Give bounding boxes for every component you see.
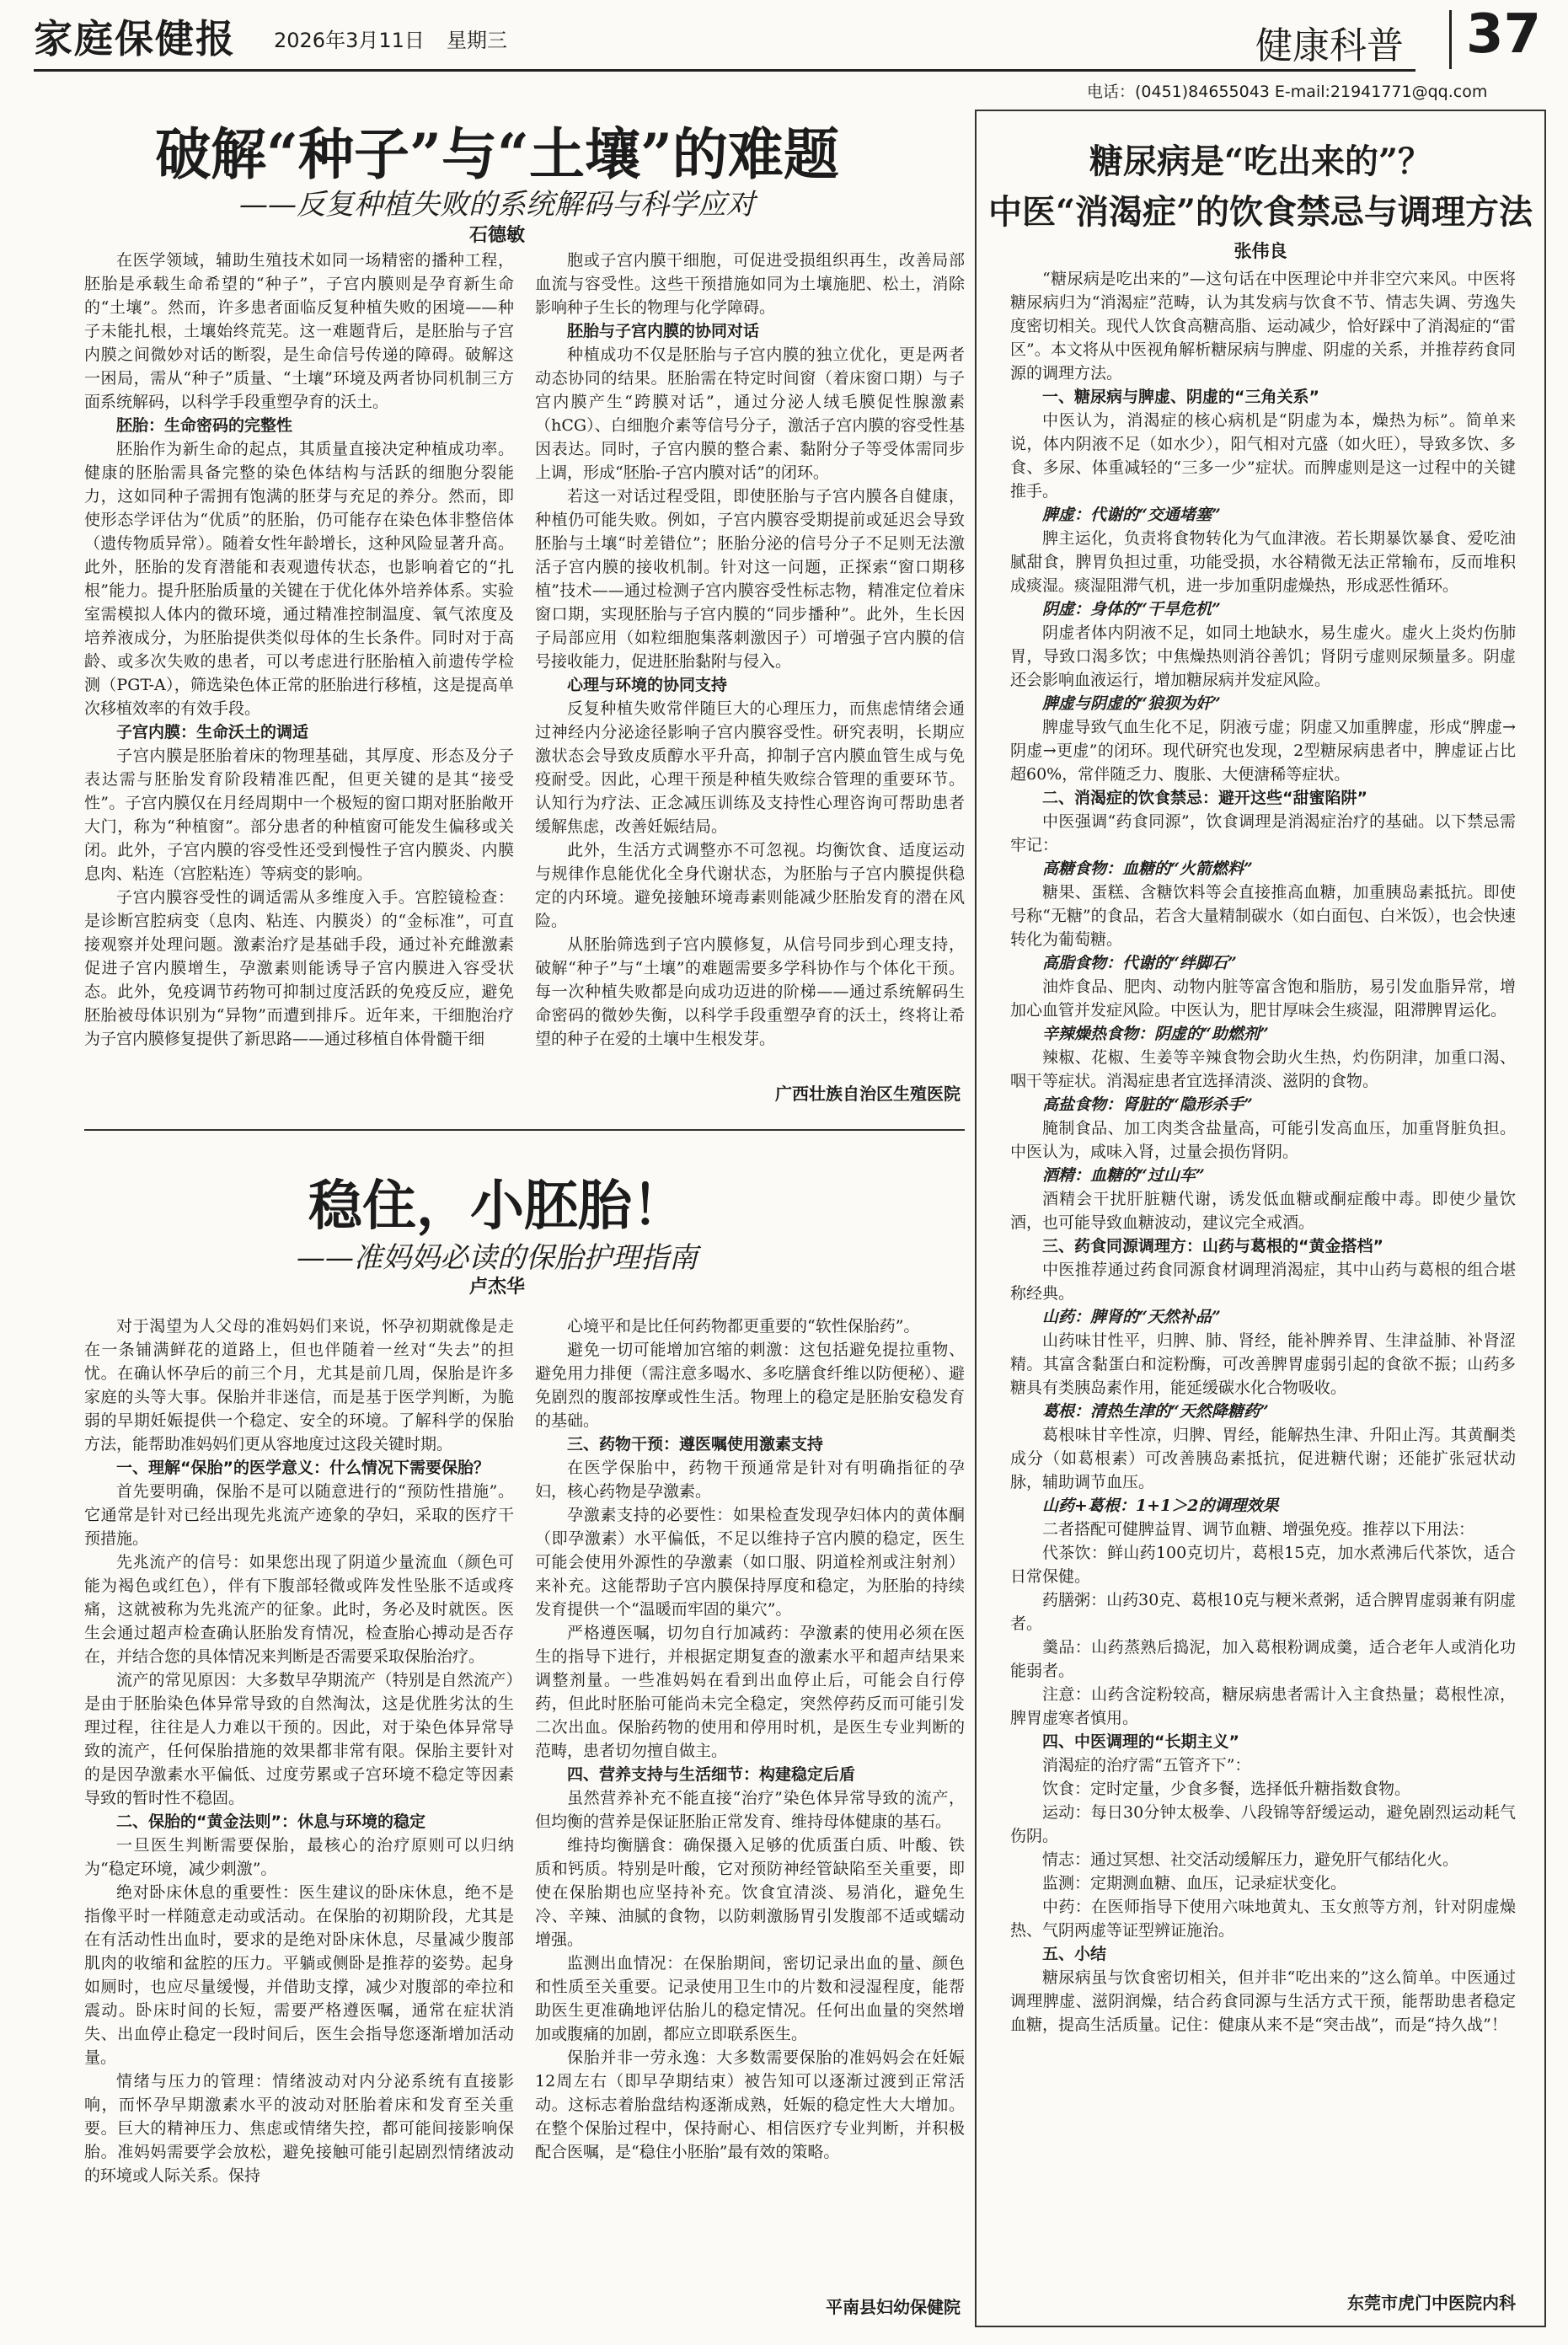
body-paragraph: 从胚胎筛选到子宫内膜修复，从信号同步到心理支持，破解“种子”与“土壤”的难题需要多学科协作与个体化干预。每一次种植失败都是向成功迈进的阶梯——通过系统解码生命密码的微妙失衡，以科学手段重塑孕育的沃土，终将让希望的种子在爱的土壤中生根发芽。	[535, 935, 965, 1048]
body-paragraph: 在医学保胎中，药物干预通常是针对有明确指征的孕妇，核心药物是孕激素。	[535, 1459, 965, 1501]
article3-box	[975, 110, 1546, 2327]
body-paragraph: 酒精会干扰肝脏糖代谢，诱发低血糖或酮症酸中毒。即使少量饮酒，也可能导致血糖波动，建议完全戒酒。	[1010, 1190, 1516, 1232]
body-paragraph: 饮食：定时定量，少食多餐，选择低升糖指数食物。	[1042, 1780, 1411, 1798]
body-paragraph: 二者搭配可健脾益胃、调节血糖、增强免疫。推荐以下用法：	[1042, 1520, 1475, 1539]
body-paragraph: 羹品：山药蒸熟后捣泥，加入葛根粉调成羹，适合老年人或消化功能弱者。	[1010, 1638, 1516, 1680]
issue-weekday: 星期三	[447, 29, 507, 52]
article1-subtitle: ——反复种植失败的系统解码与科学应对	[239, 188, 755, 222]
sub-heading: 阴虚：身体的“干旱危机”	[1042, 600, 1221, 618]
body-paragraph: 中药：在医师指导下使用六味地黄丸、玉女煎等方剂，针对阴虚燥热、气阴两虚等证型辨证施治。	[1010, 1898, 1516, 1940]
article3-body	[1010, 267, 1516, 2277]
sub-heading: 脾虚：代谢的“交通堵塞”	[1042, 506, 1221, 524]
section-heading: 心理与环境的协同支持	[567, 676, 728, 694]
body-paragraph: 一旦医生判断需要保胎，最核心的治疗原则可以归纳为“稳定环境，减少刺激”。	[84, 1836, 514, 1878]
masthead	[0, 0, 1568, 74]
contact-info: 电话：(0451)84655043 E-mail:21941771@qq.com	[1087, 83, 1488, 101]
article2-title: 稳住，小胚胎！	[308, 1175, 686, 1238]
sub-heading: 酒精：血糖的“过山车”	[1042, 1166, 1205, 1185]
section-heading: 子宫内膜：生命沃土的调适	[116, 723, 309, 742]
masthead-divider	[1449, 10, 1452, 69]
section-heading: 一、糖尿病与脾虚、阴虚的“三角关系”	[1042, 388, 1319, 406]
section-heading: 一、理解“保胎”的医学意义：什么情况下需要保胎？	[116, 1459, 490, 1477]
article2-author: 卢杰华	[468, 1277, 525, 1298]
body-paragraph: 子宫内膜容受性的调适需从多维度入手。宫腔镜检查：是诊断宫腔病变（息肉、粘连、内膜炎）的“金标准”，可直接观察并处理问题。激素治疗是基础手段，通过补充雌激素促进子宫内膜增生，孕激素则能诱导子宫内膜进入容受状态。此外，免疫调节药物可抑制过度活跃的免疫反应，避免胚胎被母体识别为“异物”而遭到排斥。近年来，干细胞治疗为子宫内膜修复提供了新思路——通过移植自体骨髓干细	[84, 888, 514, 1048]
body-paragraph: 对于渴望为人父母的准妈妈们来说，怀孕初期就像是走在一条铺满鲜花的道路上，但也伴随着一丝对“失去”的担忧。在确认怀孕后的前三个月，尤其是前几周，保胎是许多家庭的头等大事。保胎并非迷信，而是基于医学判断，为脆弱的早期妊娠提供一个稳定、安全的环境。了解科学的保胎方法，能帮助准妈妈们更从容地度过这段关键时期。	[84, 1317, 514, 1454]
body-paragraph: 先兆流产的信号：如果您出现了阴道少量流血（颜色可能为褐色或红色），伴有下腹部轻微或阵发性坠胀不适或疼痛，这就被称为先兆流产的征象。此时，务必及时就医。医生会通过超声检查确认胚胎发育情况，检查胎心搏动是否存在，并结合您的具体情况来判断是否需要采取保胎治疗。	[84, 1553, 514, 1666]
sub-heading: 高脂食物：代谢的“绊脚石”	[1042, 954, 1237, 972]
article3-title-line1: 糖尿病是“吃出来的”？	[1089, 142, 1432, 181]
body-paragraph: 中医强调“药食同源”，饮食调理是消渴症治疗的基础。以下禁忌需牢记：	[1010, 812, 1516, 854]
body-paragraph: 糖尿病虽与饮食密切相关，但并非“吃出来的”这么简单。中医通过调理脾虚、滋阴润燥，结合药食同源与生活方式干预，能帮助患者稳定血糖，提高生活质量。记住：健康从来不是“突击战”，而是“持久战”！	[1010, 1968, 1516, 2034]
body-paragraph: 保胎并非一劳永逸：大多数需要保胎的准妈妈会在妊娠12周左右（即早孕期结束）被告知可以逐渐过渡到正常活动。这标志着胎盘结构逐渐成熟，妊娠的稳定性大大增加。在整个保胎过程中，保持耐心、相信医疗专业判断，并积极配合医嘱，是“稳住小胚胎”最有效的策略。	[535, 2048, 965, 2161]
article1-column-1	[84, 249, 514, 1154]
section-heading: 二、消渴症的饮食禁忌：避开这些“甜蜜陷阱”	[1042, 789, 1367, 807]
body-paragraph: 绝对卧床休息的重要性：医生建议的卧床休息，绝不是指像平时一样随意走动或活动。在保胎的初期阶段，尤其是在有活动性出血时，要求的是绝对卧床休息，尽量减少腹部肌肉的收缩和盆腔的压力。平躺或侧卧是推荐的姿势。起身如厕时，也应尽量缓慢，并借助支撑，减少对腹部的牵拉和震动。卧床时间的长短，需要严格遵医嘱，通常在症状消失、出血停止稳定一段时间后，医生会指导您逐渐增加活动量。	[84, 1883, 514, 2067]
body-paragraph: 山药味甘性平，归脾、肺、肾经，能补脾养胃、生津益肺、补肾涩精。其富含黏蛋白和淀粉酶，可改善脾胃虚弱引起的食欲不振；山药多糖具有类胰岛素作用，能延缓碳水化合物吸收。	[1010, 1331, 1516, 1397]
body-paragraph: 维持均衡膳食：确保摄入足够的优质蛋白质、叶酸、铁质和钙质。特别是叶酸，它对预防神经管缺陷至关重要，即使在保胎期也应坚持补充。饮食宜清淡、易消化，避免生冷、辛辣、油腻的食物，以防刺激肠胃引发腹部不适或蠕动增强。	[535, 1836, 965, 1949]
body-paragraph: 药膳粥：山药30克、葛根10克与粳米煮粥，适合脾胃虚弱兼有阴虚者。	[1010, 1591, 1516, 1633]
body-paragraph: 虽然营养补充不能直接“治疗”染色体异常导致的流产，但均衡的营养是保证胚胎正常发育、维持母体健康的基石。	[535, 1789, 965, 1831]
body-paragraph: 若这一对话过程受阻，即使胚胎与子宫内膜各自健康，种植仍可能失败。例如，子宫内膜容受期提前或延迟会导致胚胎与土壤“时差错位”；胚胎分泌的信号分子不足则无法激活子宫内膜的接收机制。针对这一问题，正探索“窗口期移植”技术——通过检测子宫内膜容受性标志物，精准定位着床窗口期，实现胚胎与子宫内膜的“同步播种”。此外，生长因子局部应用（如粒细胞集落刺激因子）可增强子宫内膜的信号接收能力，促进胚胎黏附与侵入。	[535, 487, 965, 671]
body-paragraph: 中医推荐通过药食同源食材调理消渴症，其中山药与葛根的组合堪称经典。	[1010, 1261, 1516, 1303]
body-paragraph: 此外，生活方式调整亦不可忽视。均衡饮食、适度运动与规律作息能优化全身代谢状态，为胚胎与子宫内膜提供稳定的内环境。避免接触环境毒素则能减少胚胎发育的潜在风险。	[535, 841, 965, 930]
body-paragraph: 情志：通过冥想、社交活动缓解压力，避免肝气郁结化火。	[1042, 1850, 1459, 1869]
body-paragraph: 运动：每日30分钟太极拳、八段锦等舒缓运动，避免剧烈运动耗气伤阴。	[1010, 1803, 1516, 1845]
body-paragraph: 在医学领域，辅助生殖技术如同一场精密的播种工程，胚胎是承载生命希望的“种子”，子宫内膜则是孕育新生命的“土壤”。然而，许多患者面临反复种植失败的困境——种子未能扎根，土壤始终荒芜。这一难题背后，是胚胎与子宫内膜之间微妙对话的断裂，是生命信号传递的障碍。破解这一困局，需从“种子”质量、“土壤”环境及两者协同机制三方面系统解码，以科学手段重塑孕育的沃土。	[84, 251, 514, 411]
body-paragraph: 阴虚者体内阴液不足，如同土地缺水，易生虚火。虚火上炎灼伤肺胃，导致口渴多饮；中焦燥热则消谷善饥；肾阴亏虚则尿频量多。阴虚还会影响血液运行，增加糖尿病并发症风险。	[1010, 624, 1516, 689]
body-paragraph: 中医认为，消渴症的核心病机是“阴虚为本，燥热为标”。简单来说，体内阴液不足（如水少），阳气相对亢盛（如火旺），导致多饮、多食、多尿、体重减轻的“三多一少”症状。而脾虚则是这一过程中的关键推手。	[1010, 411, 1516, 501]
article1-title: 破解“种子”与“土壤”的难题	[155, 121, 839, 187]
body-paragraph: 首先要明确，保胎不是可以随意进行的“预防性措施”。它通常是针对已经出现先兆流产迹象的孕妇，采取的医疗干预措施。	[84, 1482, 514, 1548]
body-paragraph: 脾虚导致气血生化不足，阴液亏虚；阴虚又加重脾虚，形成“脾虚→阴虚→更虚”的闭环。现代研究也发现，2型糖尿病患者中，脾虚证占比超60%，常伴随乏力、腹胀、大便溏稀等症状。	[1010, 718, 1516, 784]
section-title: 健康科普	[1255, 24, 1404, 67]
article2-subtitle: ——准妈妈必读的保胎护理指南	[297, 1241, 698, 1275]
article2-column-2	[535, 1314, 965, 2283]
article3-affiliation: 东莞市虎门中医院内科	[1347, 2293, 1516, 2313]
body-paragraph: 心境平和是比任何药物都更重要的“软性保胎药”。	[567, 1317, 920, 1336]
section-heading: 五、小结	[1042, 1945, 1107, 1963]
body-paragraph: “糖尿病是吃出来的”—这句话在中医理论中并非空穴来风。中医将糖尿病归为“消渴症”范畴，认为其发病与饮食不节、情志失调、劳逸失度密切相关。现代人饮食高糖高脂、运动减少，恰好踩中了消渴症的“雷区”。本文将从中医视角解析糖尿病与脾虚、阴虚的关系，并推荐药食同源的调理方法。	[1010, 270, 1516, 383]
section-heading: 三、药物干预：遵医嘱使用激素支持	[567, 1435, 824, 1454]
body-paragraph: 监测：定期测血糖、血压，记录症状变化。	[1042, 1874, 1347, 1893]
body-paragraph: 注意：山药含淀粉较高，糖尿病患者需计入主食热量；葛根性凉，脾胃虚寒者慎用。	[1010, 1685, 1516, 1727]
article-separator	[84, 1129, 965, 1131]
article1-column-2	[535, 249, 965, 1070]
body-paragraph: 油炸食品、肥肉、动物内脏等富含饱和脂肪，易引发血脂异常，增加心血管并发症风险。中医认为，肥甘厚味会生痰湿，阻滞脾胃运化。	[1010, 977, 1516, 1020]
body-paragraph: 子宫内膜是胚胎着床的物理基础，其厚度、形态及分子表达需与胚胎发育阶段精准匹配，但更关键的是其“接受性”。子宫内膜仅在月经周期中一个极短的窗口期对胚胎敞开大门，称为“种植窗”。部分患者的种植窗可能发生偏移或关闭。此外，子宫内膜的容受性还受到慢性子宫内膜炎、内膜息肉、粘连（宫腔粘连）等病变的影响。	[84, 747, 514, 883]
body-paragraph: 避免一切可能增加宫缩的刺激：这包括避免提拉重物、避免用力排便（需注意多喝水、多吃膳食纤维以防便秘）、避免剧烈的腹部按摩或性生活。物理上的稳定是胚胎安稳发育的基础。	[535, 1341, 965, 1430]
article3-author: 张伟良	[1234, 241, 1287, 261]
body-paragraph: 监测出血情况：在保胎期间，密切记录出血的量、颜色和性质至关重要。记录使用卫生巾的片数和浸湿程度，能帮助医生更准确地评估胎儿的稳定情况。任何出血量的突然增加或腹痛的加剧，都应立即联系医生。	[535, 1954, 965, 2043]
section-heading: 四、营养支持与生活细节：构建稳定后盾	[567, 1765, 856, 1784]
article3-title-line2: 中医“消渴症”的饮食禁忌与调理方法	[987, 192, 1533, 232]
body-paragraph: 胞或子宫内膜干细胞，可促进受损组织再生，改善局部血流与容受性。这些干预措施如同为土壤施肥、松土，消除影响种子生长的物理与化学障碍。	[535, 251, 965, 317]
newspaper-name: 家庭保健报	[34, 16, 236, 62]
sub-heading: 山药：脾肾的“天然补品”	[1042, 1308, 1221, 1326]
sub-heading: 葛根：清热生津的“天然降糖药”	[1042, 1402, 1269, 1421]
sub-heading: 脾虚与阴虚的“狼狈为奸”	[1042, 694, 1221, 713]
body-paragraph: 消渴症的治疗需“五管齐下”：	[1042, 1756, 1251, 1775]
section-heading: 胚胎与子宫内膜的协同对话	[567, 322, 760, 340]
page-number: 37	[1466, 3, 1542, 66]
section-heading: 三、药食同源调理方：山药与葛根的“黄金搭档”	[1042, 1237, 1383, 1255]
body-paragraph: 脾主运化，负责将食物转化为气血津液。若长期暴饮暴食、爱吃油腻甜食，脾胃负担过重，功能受损，水谷精微无法正常输布，反而堆积成痰湿。痰湿阻滞气机，进一步加重阴虚燥热，形成恶性循环。	[1010, 529, 1516, 595]
body-paragraph: 胚胎作为新生命的起点，其质量直接决定种植成功率。健康的胚胎需具备完整的染色体结构与活跃的细胞分裂能力，这如同种子需拥有饱满的胚芽与充足的养分。然而，即使形态学评估为“优质”的胚胎，仍可能存在染色体非整倍体（遗传物质异常）。随着女性年龄增长，这种风险显著升高。此外，胚胎的发育潜能和表观遗传状态，也影响着它的“扎根”能力。提升胚胎质量的关键在于优化体外培养体系。实验室需模拟人体内的微环境，通过精准控制温度、氧气浓度及培养液成分，为胚胎提供类似母体的生长条件。同时对于高龄、或多次失败的患者，可以考虑进行胚胎植入前遗传学检测（PGT-A），筛选染色体正常的胚胎进行移植，这是提高单次移植效率的有效手段。	[84, 440, 514, 718]
body-paragraph: 严格遵医嘱，切勿自行加减药：孕激素的使用必须在医生的指导下进行，并根据定期复查的激素水平和超声结果来调整剂量。一些准妈妈在看到出血停止后，可能会自行停药，但此时胚胎可能尚未完全稳定，突然停药反而可能引发二次出血。保胎药物的使用和停用时机，是医生专业判断的范畴，患者切勿擅自做主。	[535, 1624, 965, 1760]
body-paragraph: 反复种植失败常伴随巨大的心理压力，而焦虑情绪会通过神经内分泌途径影响子宫内膜容受性。研究表明，长期应激状态会导致皮质醇水平升高，抑制子宫内膜血管生成与免疫耐受。因此，心理干预是种植失败综合管理的重要环节。认知行为疗法、正念减压训练及支持性心理咨询可帮助患者缓解焦虑，改善妊娠结局。	[535, 699, 965, 836]
section-heading: 四、中医调理的“长期主义”	[1042, 1732, 1239, 1751]
sub-heading: 高盐食物：肾脏的“隐形杀手”	[1042, 1095, 1253, 1114]
body-paragraph: 种植成功不仅是胚胎与子宫内膜的独立优化，更是两者动态协同的结果。胚胎需在特定时间窗（着床窗口期）与子宫内膜产生“跨膜对话”，通过分泌人绒毛膜促性腺激素（hCG）、白细胞介素等信号分子，激活子宫内膜的容受性基因表达。同时，子宫内膜的整合素、黏附分子等受体需同步上调，形成“胚胎-子宫内膜对话”的闭环。	[535, 345, 965, 482]
article2-affiliation: 平南县妇幼保健院	[826, 2297, 961, 2317]
article1-author: 石德敏	[468, 225, 525, 246]
body-paragraph: 孕激素支持的必要性：如果检查发现孕妇体内的黄体酮（即孕激素）水平偏低，不足以维持子宫内膜的稳定，医生可能会使用外源性的孕激素（如口服、阴道栓剂或注射剂）来补充。这能帮助子宫内膜保持厚度和稳定，为胚胎的持续发育提供一个“温暖而牢固的巢穴”。	[535, 1506, 965, 1619]
body-paragraph: 葛根味甘辛性凉，归脾、胃经，能解热生津、升阳止泻。其黄酮类成分（如葛根素）可改善胰岛素抵抗，促进糖代谢；还能扩张冠状动脉，辅助调节血压。	[1010, 1426, 1516, 1491]
section-heading: 二、保胎的“黄金法则”：休息与环境的稳定	[116, 1812, 425, 1831]
body-paragraph: 辣椒、花椒、生姜等辛辣食物会助火生热，灼伤阴津，加重口渴、咽干等症状。消渴症患者宜选择清淡、滋阴的食物。	[1010, 1048, 1516, 1090]
body-paragraph: 情绪与压力的管理：情绪波动对内分泌系统有直接影响，而怀孕早期激素水平的波动对胚胎着床和发育至关重要。巨大的精神压力、焦虑或情绪失控，都可能间接影响保胎。准妈妈需要学会放松，避免接触可能引起剧烈情绪波动的环境或人际关系。保持	[84, 2072, 514, 2185]
sub-heading: 山药+葛根：1+1＞2的调理效果	[1042, 1496, 1279, 1515]
sub-heading: 高糖食物：血糖的“火箭燃料”	[1042, 859, 1253, 878]
body-paragraph: 腌制食品、加工肉类含盐量高，可能引发高血压，加重肾脏负担。中医认为，咸味入肾，过量会损伤肾阴。	[1010, 1119, 1516, 1161]
sub-heading: 辛辣燥热食物：阴虚的“助燃剂”	[1042, 1025, 1269, 1043]
masthead-rule	[34, 69, 1415, 72]
body-paragraph: 代茶饮：鲜山药100克切片，葛根15克，加水煮沸后代茶饮，适合日常保健。	[1010, 1544, 1516, 1586]
body-paragraph: 糖果、蛋糕、含糖饮料等会直接推高血糖，加重胰岛素抵抗。即使号称“无糖”的食品，若含大量精制碳水（如白面包、白米饭），也会快速转化为葡萄糖。	[1010, 883, 1516, 949]
section-heading: 胚胎：生命密码的完整性	[116, 416, 293, 435]
body-paragraph: 流产的常见原因：大多数早孕期流产（特别是自然流产）是由于胚胎染色体异常导致的自然淘汰，这是优胜劣汰的生理过程，往往是人力难以干预的。因此，对于染色体异常导致的流产，任何保胎措施的效果都非常有限。保胎主要针对的是因孕激素水平偏低、过度劳累或子宫环境不稳定等因素导致的暂时性不稳固。	[84, 1671, 514, 1807]
article1-affiliation: 广西壮族自治区生殖医院	[775, 1084, 961, 1104]
article2-column-1	[84, 1314, 514, 2321]
issue-date: 2026年3月11日	[274, 29, 425, 52]
